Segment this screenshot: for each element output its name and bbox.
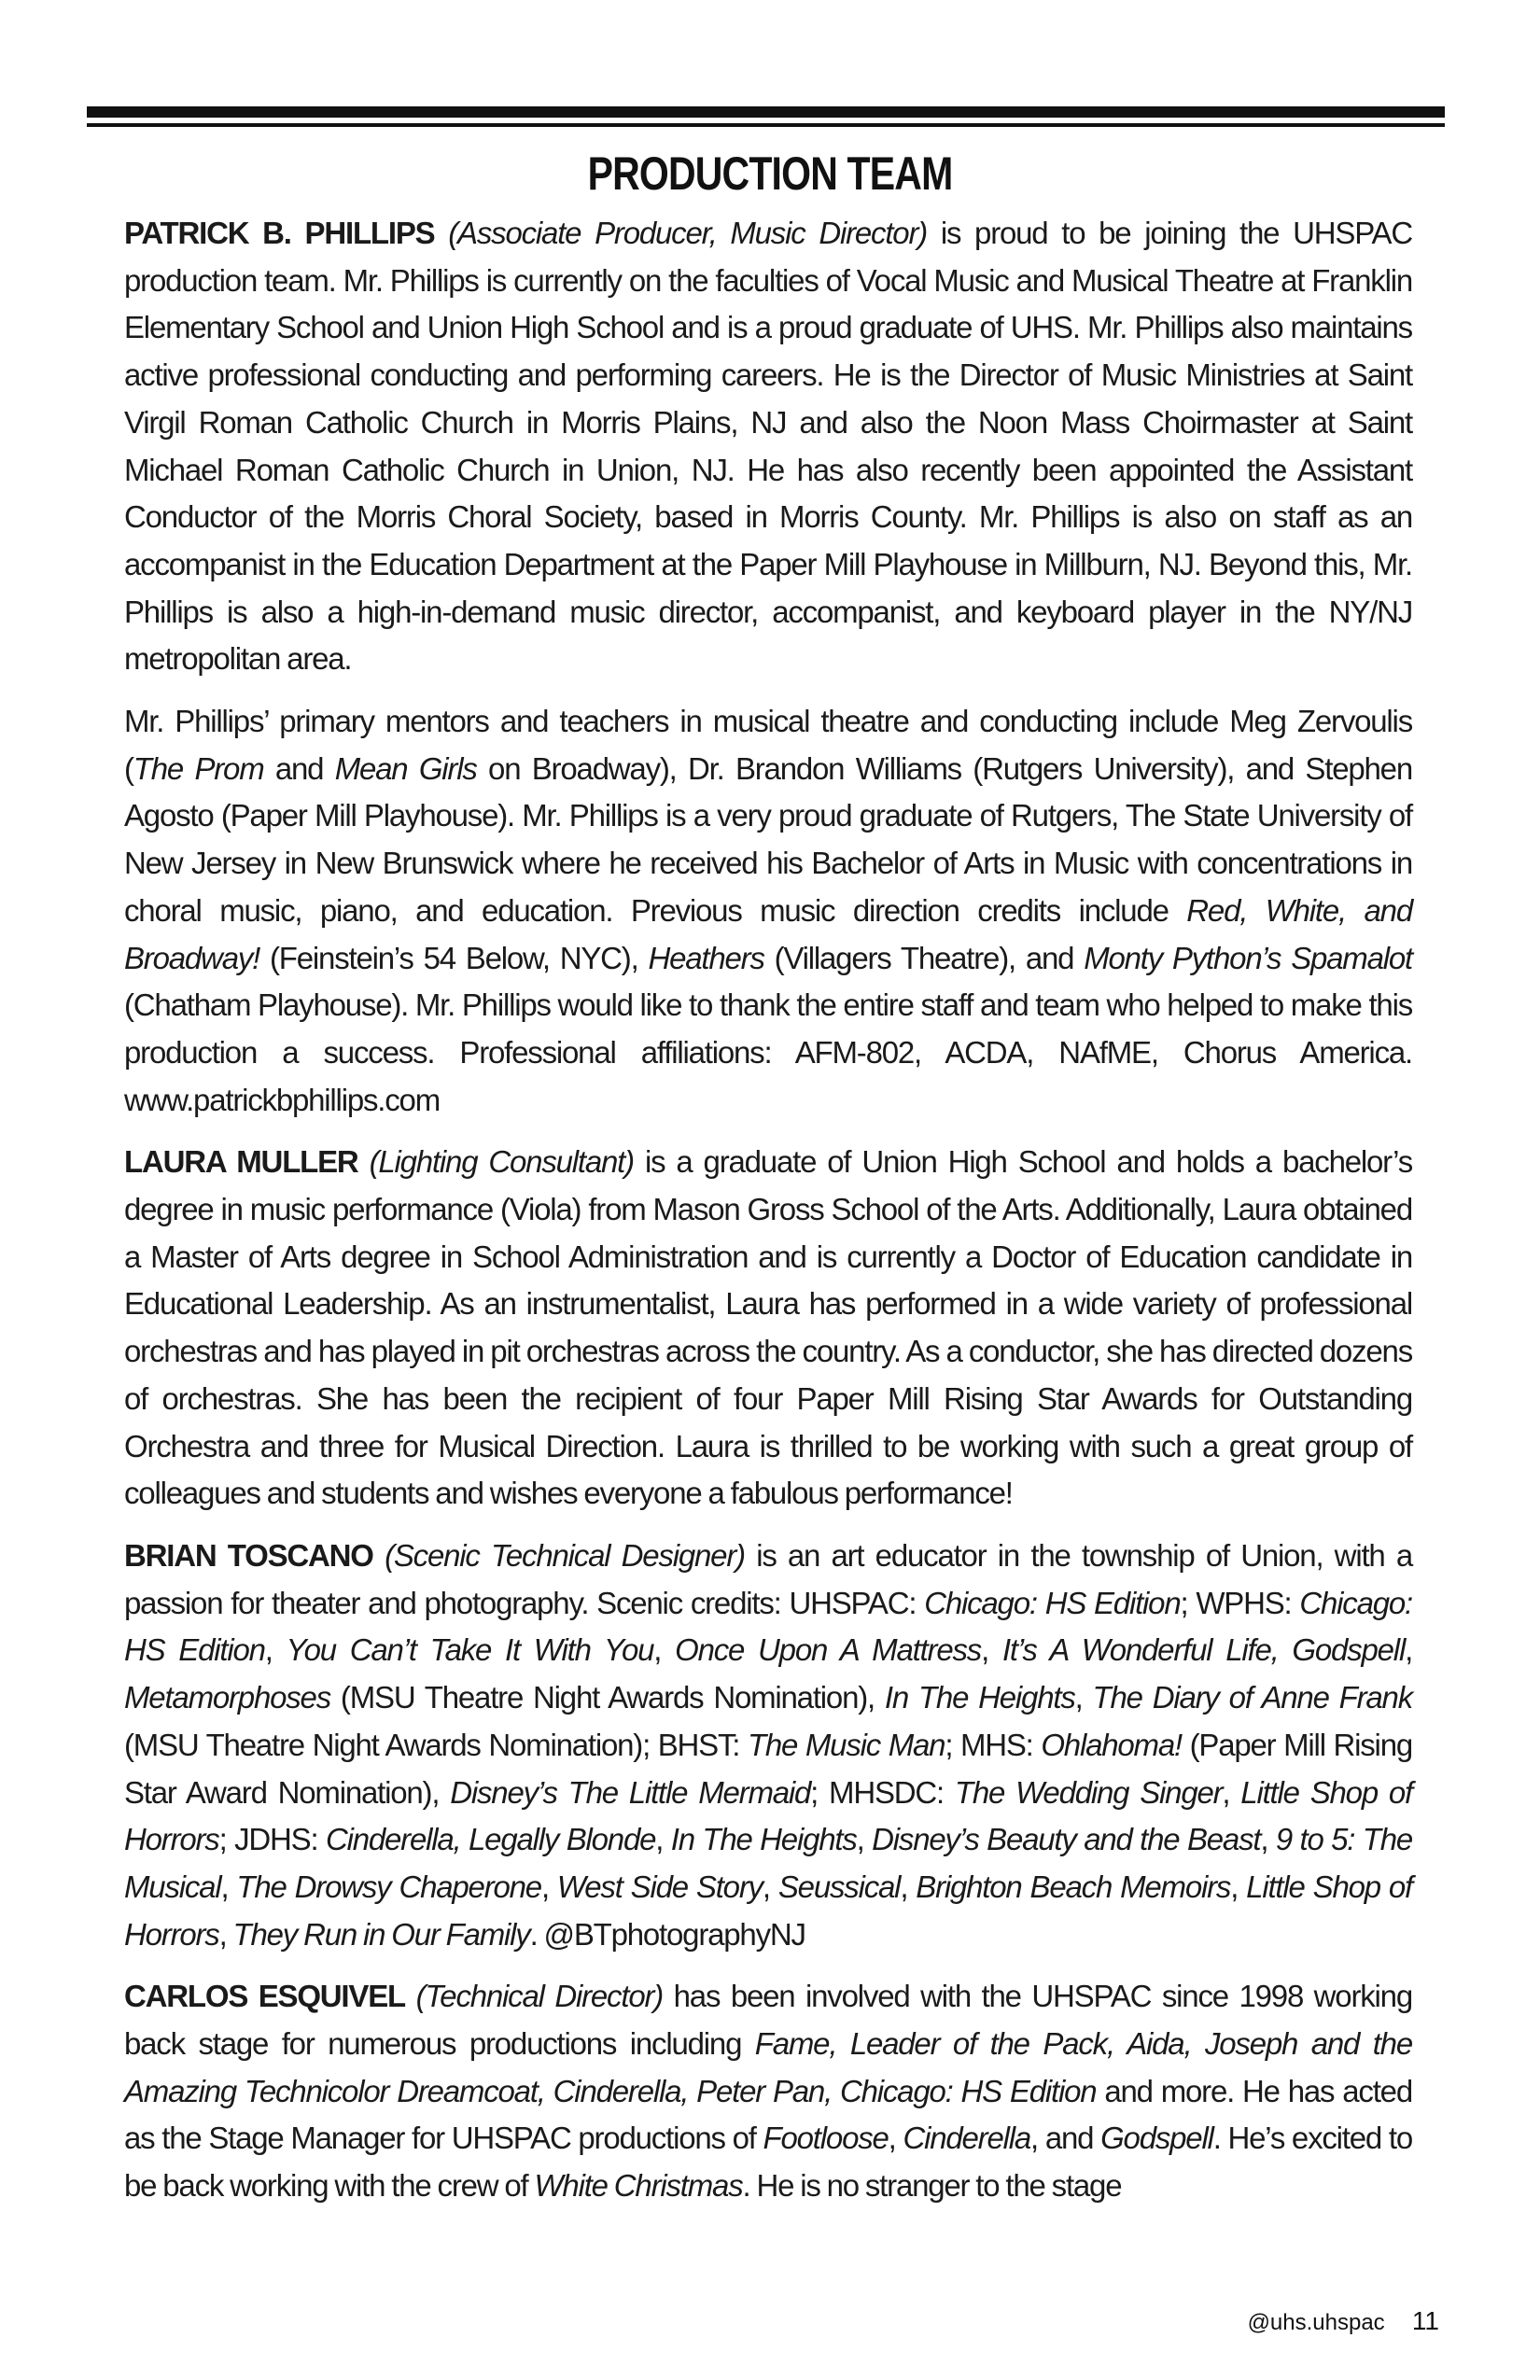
page-footer [1248, 2305, 1439, 2339]
production-title: Red, White, and Broadway! [124, 892, 1412, 975]
bio-text: , [653, 1632, 676, 1668]
bio-text: is a graduate of Union High School and holds a bachelor’s degree in music performance (Viola) from Mason Gross School of the Arts. Additionally, Laura obtained a Master of Arts degree in School Administration and is currently a Doctor of Education candidate in Educational Leadership. As an instrumentalist, Laura has performed in a wide variety of professional orchestras and has played in pit orchestras across the country. As a conductor, she has directed dozens of orchestras. She has been the recipient of four Paper Mill Rising Star Awards for Outstanding Orchestra and three for Musical Direction. Laura is thrilled to be working with such a great group of colleagues and students and wishes everyone a fabulous performance! [124, 1144, 1413, 1511]
production-title: Footloose [763, 2121, 889, 2156]
header-rule-thin [87, 123, 1445, 127]
person-name: PATRICK B. PHILLIPS [124, 216, 435, 250]
production-title: Cinderella [903, 2121, 1031, 2156]
bio-text: ; WPHS: [1180, 1585, 1300, 1620]
bio-text: is an art educator in the township of Union, with a passion for theater and photography. Scenic credits: UHSPAC: [124, 1537, 1413, 1620]
production-title: Ohlahoma! [1041, 1727, 1182, 1762]
production-title: The Diary of Anne Frank [1092, 1680, 1412, 1715]
bio-text: . He is no stranger to the stage [742, 2168, 1122, 2204]
bio-text: . He’s excited to be back working with the crew of [124, 2121, 1413, 2204]
production-title: Chicago: HS Edition [124, 1585, 1413, 1668]
production-title: Disney’s The Little Mermaid [450, 1774, 811, 1810]
bio-text: (MSU Theatre Night Awards Nomination), [330, 1680, 885, 1715]
bio-text: is proud to be joining the UHSPAC production team. Mr. Phillips is currently on the faculties of Vocal Music and Musical Theatre at Franklin Elementary School and Union High School and is a proud graduate of UHS. Mr. Phillips also maintains active professional conducting and performing careers. He is the Director of Music Ministries at Saint Virgil Roman Catholic Church in Morris Plains, NJ and also the Noon Mass Choirmaster at Saint Michael Roman Catholic Church in Union, NJ. He has also recently been appointed the Assistant Conductor of the Morris Choral Society, based in Morris County. Mr. Phillips is also on staff as an accompanist in the Education Department at the Paper Mill Playhouse in Millburn, NJ. Beyond this, Mr. Phillips is also a high-in-demand music director, accompanist, and keyboard player in the NY/NJ metropolitan area. [124, 216, 1412, 677]
production-title: The Drowsy Chaperone [236, 1869, 541, 1904]
bio-text: , and [1030, 2121, 1101, 2156]
bio-patrick-phillips [124, 210, 1412, 683]
bio-text: , [900, 1869, 917, 1904]
bio-text: (Paper Mill Rising Star Award Nomination), [124, 1727, 1412, 1810]
bio-text: , [1230, 1869, 1247, 1904]
bio-text [434, 216, 448, 250]
bio-text [373, 1538, 385, 1573]
production-title: Chicago: HS Edition [924, 1585, 1181, 1620]
production-title: Heathers [648, 940, 764, 975]
bio-text: , [981, 1632, 1002, 1668]
production-title: Metamorphoses [124, 1680, 331, 1715]
person-name: LAURA MULLER [124, 1144, 358, 1180]
bio-text: , [762, 1869, 778, 1904]
bio-text: . @BTphotographyNJ [529, 1916, 805, 1952]
bio-text: and more. He has acted as the Stage Manager for UHSPAC productions of [124, 2073, 1412, 2156]
bio-text: ; JDHS: [218, 1822, 326, 1857]
bio-text: and [263, 750, 335, 786]
bio-text: (Villagers Theatre), and [763, 940, 1085, 975]
production-title: In The Heights [670, 1822, 857, 1857]
bio-text: , [888, 2121, 903, 2156]
bios-column [124, 210, 1412, 2225]
production-title: Disney’s Beauty and the Beast [872, 1822, 1261, 1857]
production-title: The Prom [133, 750, 264, 786]
person-name: CARLOS ESQUIVEL [124, 1979, 405, 2014]
bio-text: , [540, 1869, 557, 1904]
production-title: The Wedding Singer [954, 1774, 1223, 1810]
bio-text: , [1260, 1822, 1276, 1857]
bio-text: Mr. Phillips’ primary mentors and teachers in musical theatre and conducting include Meg Zervoulis ( [124, 704, 1412, 786]
production-title: It’s A Wonderful Life, Godspell [1001, 1632, 1406, 1668]
bio-text: ; MHSDC: [810, 1774, 955, 1810]
production-title: In The Heights [884, 1680, 1075, 1715]
bio-carlos-esquivel [124, 1973, 1412, 2210]
production-title: Fame, Leader of the Pack, Aida, Joseph and the Amazing Technicolor Dreamcoat, Cinderella, Peter Pan, Chicago: HS Edition [124, 2026, 1412, 2108]
header-rule-thick [87, 106, 1445, 118]
production-title: Monty Python’s Spamalot [1084, 940, 1413, 975]
page-number: 11 [1411, 2306, 1439, 2335]
production-title: Seussical [777, 1869, 901, 1904]
production-title: Little Shop of Horrors [124, 1869, 1413, 1952]
production-title: They Run in Our Family [232, 1916, 530, 1952]
production-title: 9 to 5: The Musical [124, 1822, 1413, 1904]
production-title: Mean Girls [334, 750, 477, 786]
production-title: Cinderella, Legally Blonde [325, 1822, 656, 1857]
production-title: Once Upon A Mattress [675, 1632, 982, 1668]
bio-text: (MSU Theatre Night Awards Nomination); BHST: [124, 1727, 748, 1762]
bio-text: , [1074, 1680, 1093, 1715]
bio-text: , [220, 1869, 237, 1904]
bio-brian-toscano [124, 1533, 1412, 1958]
bio-text [358, 1144, 370, 1179]
bio-text: , [1222, 1774, 1241, 1810]
bio-text: has been involved with the UHSPAC since 1998 working back stage for numerous productions including [124, 1979, 1412, 2062]
role-title: (Lighting Consultant) [369, 1144, 634, 1180]
bio-text: , [856, 1822, 873, 1857]
page-title: PRODUCTION TEAM [587, 147, 953, 200]
bio-text [405, 1979, 416, 2013]
role-title: (Scenic Technical Designer) [385, 1537, 745, 1573]
bio-patrick-phillips-continued [124, 698, 1412, 1124]
production-title: White Christmas [534, 2168, 743, 2204]
bio-text: (Chatham Playhouse). Mr. Phillips would like to thank the entire staff and team who helped to make this production a success. Professional affiliations: AFM-802, ACDA, NAfME, Chorus America. www.patrickbphillips.com [124, 987, 1412, 1117]
bio-text: , [1405, 1632, 1413, 1668]
bio-text: ; MHS: [945, 1727, 1042, 1762]
bio-laura-muller [124, 1139, 1412, 1518]
production-title: Brighton Beach Memoirs [916, 1869, 1231, 1904]
production-title: The Music Man [747, 1727, 945, 1762]
bio-text: , [218, 1916, 233, 1952]
role-title: (Associate Producer, Music Director) [448, 216, 928, 250]
bio-text: , [655, 1822, 671, 1857]
person-name: BRIAN TOSCANO [124, 1537, 373, 1573]
bio-text: (Feinstein’s 54 Below, NYC), [259, 940, 649, 975]
production-title: Little Shop of Horrors [124, 1774, 1412, 1857]
production-title: West Side Story [556, 1869, 763, 1904]
role-title: (Technical Director) [415, 1979, 664, 2014]
bio-text: , [264, 1632, 287, 1668]
bio-text: on Broadway), Dr. Brandon Williams (Rutgers University), and Stephen Agosto (Paper Mill Playhouse). Mr. Phillips is a very proud graduate of Rutgers, The State University of New Jersey in New Brunswick where he received his Bachelor of Arts in Music with concentrations in choral music, piano, and education. Previous music direction credits include [124, 750, 1412, 928]
production-title: Godspell [1100, 2121, 1213, 2156]
production-title: You Can’t Take It With You [286, 1632, 654, 1668]
footer-social-handle: @uhs.uhspac [1247, 2310, 1385, 2335]
